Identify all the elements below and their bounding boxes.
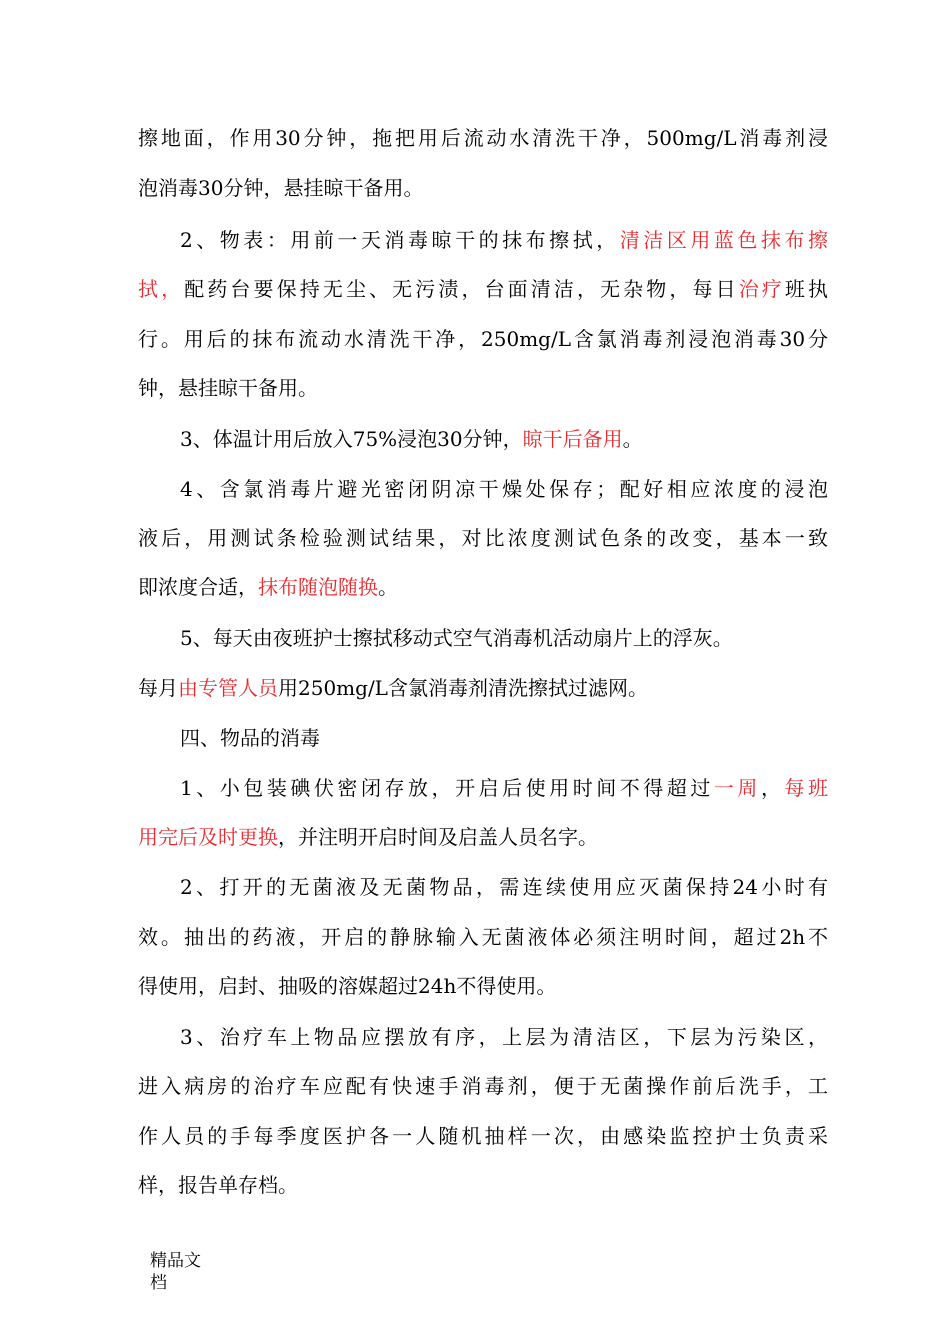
text-segment: 效。抽出的药液，开启的静脉输入无菌液体必须注明时间，超过2h不	[138, 925, 828, 949]
text-segment: 3、体温计用后放入75%浸泡30分钟，	[180, 427, 523, 451]
highlighted-text: 抹布随泡随换	[258, 575, 378, 599]
text-line	[180, 424, 828, 454]
text-segment: 4、含氯消毒片避光密闭阴凉干燥处保存；配好相应浓度的浸泡	[180, 477, 828, 501]
text-segment: 班执	[784, 277, 829, 301]
highlighted-text: 一周	[713, 776, 761, 800]
text-segment: ，	[760, 776, 785, 800]
footer-line-1: 精品文	[150, 1251, 201, 1271]
text-segment: 行。用后的抹布流动水清洗干净，250mg/L含氯消毒剂浸泡消毒30分	[138, 327, 828, 351]
text-line	[138, 373, 828, 403]
text-line	[138, 523, 828, 553]
text-line	[138, 173, 828, 203]
text-line	[138, 123, 828, 153]
text-segment: 2、打开的无菌液及无菌物品，需连续使用应灭菌保持24小时有	[180, 875, 828, 899]
text-line	[138, 1121, 828, 1151]
text-line	[180, 1022, 828, 1052]
text-segment: 进入病房的治疗车应配有快速手消毒剂，便于无菌操作前后洗手，工	[138, 1074, 828, 1098]
text-segment: 样，报告单存档。	[138, 1173, 298, 1197]
text-segment: 每月	[138, 676, 178, 700]
text-segment: 1、小包装碘伏密闭存放，开启后使用时间不得超过	[180, 776, 714, 800]
text-line	[180, 872, 828, 902]
text-line	[138, 922, 828, 952]
text-segment: 即浓度合适，	[138, 575, 258, 599]
text-line	[138, 274, 828, 304]
text-segment: 钟，悬挂晾干备用。	[138, 376, 318, 400]
text-line	[180, 773, 828, 803]
footer-watermark	[150, 1250, 210, 1294]
text-segment: 。	[622, 427, 643, 451]
text-segment: 2、物表：用前一天消毒晾干的抹布擦拭，	[180, 228, 620, 252]
text-line	[180, 623, 828, 653]
text-segment: 5、每天由夜班护士擦拭移动式空气消毒机活动扇片上的浮灰。	[180, 626, 733, 650]
text-segment: ，并注明开启时间及启盖人员名字。	[278, 825, 598, 849]
highlighted-text: 治疗	[738, 277, 785, 301]
text-line	[138, 1071, 828, 1101]
text-line	[180, 723, 828, 753]
text-segment: 作人员的手每季度医护各一人随机抽样一次，由感染监控护士负责采	[138, 1124, 828, 1148]
text-line	[138, 1170, 828, 1200]
text-segment: 用250mg/L含氯消毒剂清洗擦拭过滤网。	[278, 676, 648, 700]
text-line	[138, 822, 828, 852]
text-line	[138, 971, 828, 1001]
text-line	[138, 673, 828, 703]
text-line	[138, 324, 828, 354]
highlighted-text: 用完后及时更换	[138, 825, 278, 849]
highlighted-text: 每班	[784, 776, 829, 800]
text-segment: 液后，用测试条检验测试结果，对比浓度测试色条的改变，基本一致	[138, 526, 828, 550]
text-segment: 泡消毒30分钟，悬挂晾干备用。	[138, 176, 424, 200]
text-segment: 配药台要保持无尘、无污渍，台面清洁，无杂物，每日	[184, 277, 739, 301]
text-line	[180, 474, 828, 504]
text-segment: 。	[378, 575, 398, 599]
highlighted-text: 清洁区用蓝色抹布擦	[619, 228, 828, 252]
footer-line-2: 档	[150, 1273, 167, 1293]
text-segment: 擦地面，作用30分钟，拖把用后流动水清洗干净，500mg/L消毒剂浸	[138, 126, 828, 150]
highlighted-text: 拭，	[138, 277, 185, 301]
text-line	[180, 225, 828, 255]
highlighted-text: 晾干后备用	[522, 427, 623, 451]
text-segment: 3、治疗车上物品应摆放有序，上层为清洁区，下层为污染区，	[180, 1025, 828, 1049]
text-line	[138, 572, 828, 602]
text-segment: 四、物品的消毒	[180, 726, 320, 750]
highlighted-text: 由专管人员	[178, 676, 278, 700]
text-segment: 得使用，启封、抽吸的溶媒超过24h不得使用。	[138, 974, 557, 998]
